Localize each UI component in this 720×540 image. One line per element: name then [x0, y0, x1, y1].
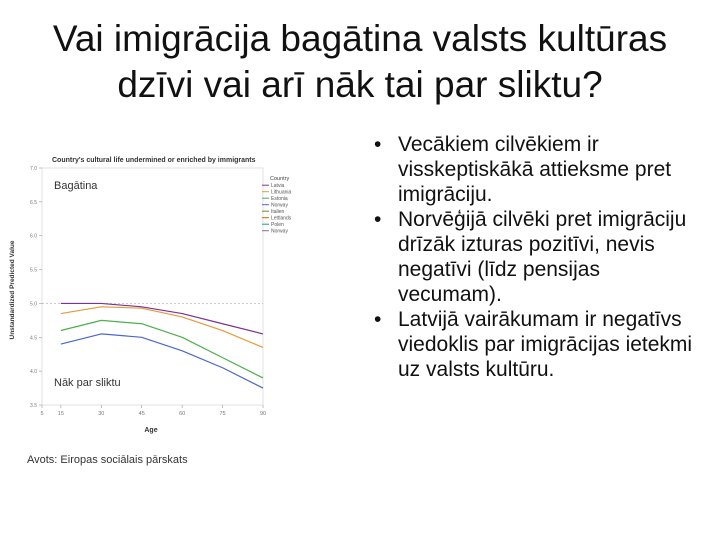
legend-entry: Italien [271, 209, 285, 215]
y-axis-label: Unstandardized Predicted Value [9, 240, 16, 340]
slide-title-line-2: dzīvi vai arī nāk tai par sliktu? [117, 64, 603, 105]
line-chart [8, 150, 308, 440]
bullet-item: • Norvēģijā cilvēki pret imigrāciju drīzāk izturas pozitīvi, nevis negatīvi (līdz pensijas vecumam). [368, 207, 703, 307]
legend-title: Country [270, 176, 290, 182]
bullet-list [368, 132, 703, 382]
annotation-undermine: Nāk par sliktu [54, 377, 121, 389]
series-line [61, 320, 263, 378]
slide-title [20, 16, 700, 108]
legend-entry: Estonia [271, 196, 288, 202]
x-tick-label: 90 [259, 411, 267, 417]
legend-entry: Lithuania [271, 189, 292, 196]
y-tick-label: 5.0 [30, 301, 37, 308]
y-tick-label: 6.0 [30, 233, 37, 240]
bullet-item: • Vecākiem cilvēkiem ir visskeptiskākā attieksme pret imigrāciju. [368, 132, 703, 207]
x-tick-label: 60 [179, 411, 186, 417]
x-tick-label: 30 [98, 411, 105, 417]
y-tick-label: 3.5 [30, 403, 37, 409]
y-tick-label: 7.0 [30, 166, 37, 172]
slide-title-line-1: Vai imigrācija bagātina valsts kultūras [52, 18, 668, 59]
legend-entry: Polen [271, 222, 284, 228]
x-tick-label: 45 [138, 411, 145, 417]
x-axis-label: Age [144, 427, 158, 434]
bullet-item: • Latvijā vairākumam ir negatīvs viedoklis par imigrācijas ietekmi uz valsts kultūru. [368, 307, 703, 382]
series-line [61, 307, 263, 348]
chart-container [8, 150, 308, 440]
x-tick-label: 75 [219, 411, 226, 417]
chart-title: Country's cultural life undermined or enriched by immigrants [52, 157, 256, 164]
plot-frame [42, 168, 263, 405]
y-tick-label: 4.0 [30, 369, 37, 376]
annotation-enrich: Bagātina [54, 180, 98, 192]
x-tick-label: 15 [57, 411, 64, 417]
legend-entry: Norway [271, 202, 288, 209]
x-tick-label: 5 [40, 411, 44, 417]
y-tick-label: 6.5 [30, 199, 37, 206]
legend-entry: Latvia [271, 183, 285, 189]
legend-entry: Norway [271, 228, 288, 235]
source-note: Avots: Eiropas sociālais pārskats [27, 454, 188, 466]
y-tick-label: 5.5 [30, 267, 37, 274]
legend-entry: Lettlands [271, 215, 292, 222]
y-tick-label: 4.5 [30, 335, 37, 342]
